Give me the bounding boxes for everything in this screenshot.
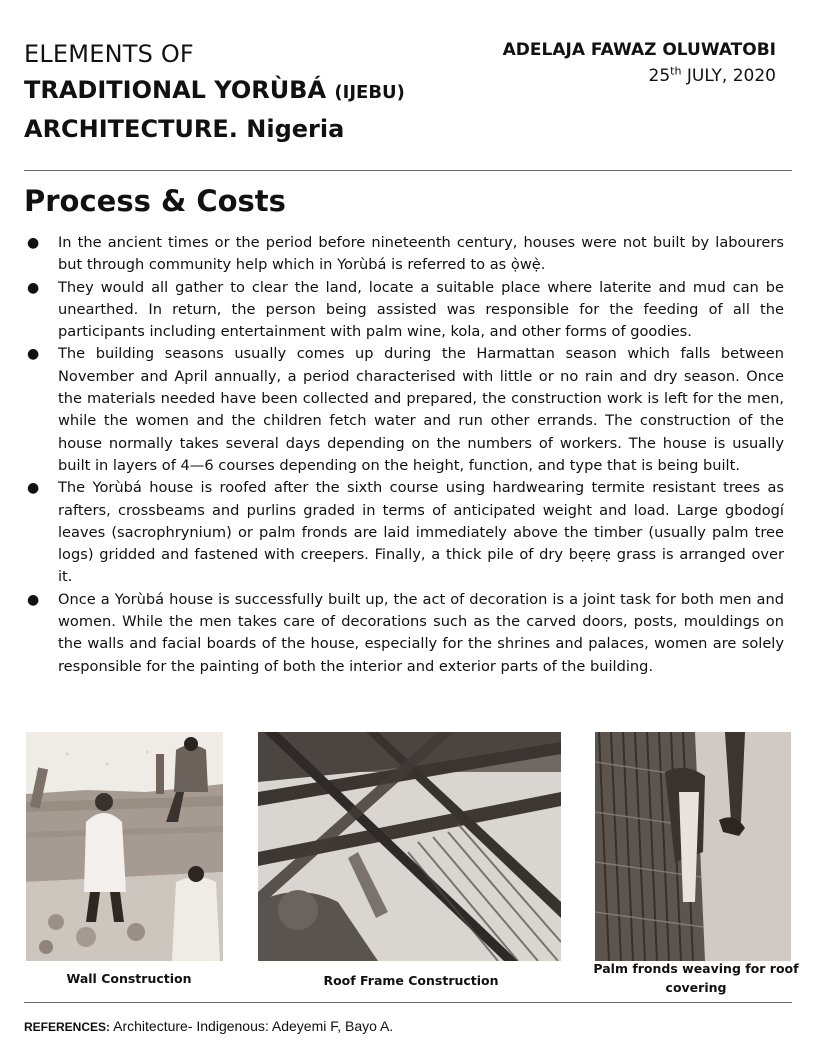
bullet-item xyxy=(24,277,784,344)
bullet-dot: ● xyxy=(27,480,40,497)
bullet-item xyxy=(24,589,784,678)
author-name: ADELAJA FAWAZ OLUWATOBI xyxy=(502,40,776,60)
document-date xyxy=(503,62,776,90)
header-divider xyxy=(24,170,792,171)
bullet-dot: ● xyxy=(27,235,40,251)
bullet-text: The building seasons usually comes up during the Harmattan season which falls between November and April annually, a period characterised with little or no rain and dry season. Once the materials needed have been collected and prepared, the construction work is left for the men, while the women and the children fetch water and run other errands. The construction of the house normally takes several days depending on the numbers of workers. The house is usually built in layers of 4—6 courses depending on the height, function, and type that is being built. xyxy=(58,345,784,474)
bullet-text: The Yorùbá house is roofed after the sixth course using hardwearing termite resistant trees as rafters, crossbeams and purlins graded in terms of anticipated weight and load. Large gbodogí leaves (sacrophrynium) or palm fronds are laid immediately above the timber (usually palm tree logs) gridded and fastened with creepers. Finally, a thick pile of dry bẹẹrẹ grass is arranged over it. xyxy=(58,479,784,586)
bullet-item xyxy=(24,232,784,277)
bullet-dot: ● xyxy=(27,279,40,296)
date-rest: JULY, 2020 xyxy=(681,66,776,86)
title-line-2-suffix: (IJEBU) xyxy=(334,82,405,103)
figure-caption-palm: Palm fronds weaving for roof covering xyxy=(593,961,799,995)
figure-caption-roof: Roof Frame Construction xyxy=(323,973,499,988)
bullet-list xyxy=(24,232,784,678)
wall-construction-photo xyxy=(26,732,223,961)
section-title: Process & Costs xyxy=(24,184,286,218)
figure-caption-wall: Wall Construction xyxy=(66,971,192,986)
bullet-text: Once a Yorùbá house is successfully built up, the act of decoration is a joint task for both men and women. While the men takes care of decorations such as the carved doors, posts, mouldings on the walls and facial boards of the house, especially for the shrines and palaces, women are solely responsible for the painting of both the interior and exterior parts of the building. xyxy=(58,590,784,675)
date-suffix: th xyxy=(670,64,682,78)
date-day: 25 xyxy=(648,66,671,86)
bullet-item xyxy=(24,343,784,477)
title-line-1: ELEMENTS OF xyxy=(24,40,194,68)
palm-frond-weaving-photo xyxy=(595,732,791,961)
references-label: REFERENCES: xyxy=(24,1020,111,1034)
references-text: Architecture- Indigenous: Adeyemi F, Bayo A. xyxy=(110,1018,394,1034)
footer-divider xyxy=(24,1002,792,1003)
author-block xyxy=(503,38,776,90)
bullet-item xyxy=(24,477,784,588)
roof-frame-photo xyxy=(258,732,561,961)
bullet-dot: ● xyxy=(27,346,40,363)
title-line-3: ARCHITECTURE. Nigeria xyxy=(24,115,345,143)
title-line-2-main: TRADITIONAL YORÙBÁ xyxy=(24,76,327,104)
bullet-dot: ● xyxy=(27,591,40,608)
bullet-text: In the ancient times or the period before nineteenth century, houses were not built by labourers but through community help which in Yorùbá is referred to as ọ̀wẹ̀. xyxy=(58,234,784,274)
references xyxy=(24,1018,393,1034)
title-line-2 xyxy=(24,72,405,111)
document-title xyxy=(24,36,405,147)
bullet-text: They would all gather to clear the land, locate a suitable place where laterite and mud can be unearthed. In return, the person being assisted was responsible for the feeding of all the participants including entertainment with palm wine, kola, and other forms of goodies. xyxy=(58,278,784,341)
